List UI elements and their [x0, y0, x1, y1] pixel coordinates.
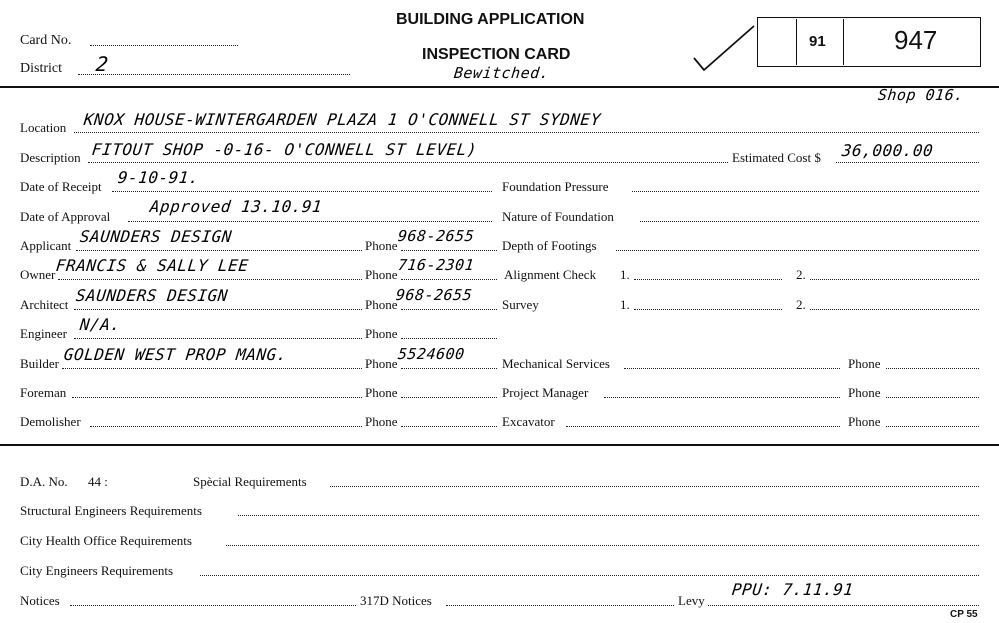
project-manager-field[interactable] — [604, 397, 840, 398]
owner-value: FRANCIS & SALLY LEE — [55, 256, 250, 275]
city-engineers-label: City Engineers Requirements — [20, 563, 174, 578]
depth-footings-label: Depth of Footings — [502, 238, 597, 253]
da-no-value: 44 : — [88, 474, 108, 489]
mechanical-services-field[interactable] — [624, 368, 840, 369]
demolisher-phone-field[interactable] — [401, 426, 497, 427]
estimated-cost-value: 36,000.00 — [841, 141, 935, 160]
foreman-phone-label: Phone — [365, 385, 398, 400]
alignment-field-1[interactable] — [634, 279, 782, 280]
foreman-label: Foreman — [20, 385, 67, 400]
description-value: FITOUT SHOP -0-16- O'CONNELL ST LEVEL) — [91, 140, 479, 159]
engineer-phone-field[interactable] — [401, 338, 497, 339]
estimated-cost-field[interactable] — [836, 162, 979, 163]
owner-phone-field[interactable] — [401, 279, 497, 280]
notices-317d-field[interactable] — [446, 605, 674, 606]
builder-label: Builder — [20, 356, 59, 371]
date-receipt-label: Date of Receipt — [20, 179, 102, 194]
demolisher-label: Demolisher — [20, 414, 81, 429]
city-engineers-field[interactable] — [200, 575, 979, 576]
architect-label: Architect — [20, 297, 69, 312]
form-code: CP 55 — [950, 609, 978, 620]
foreman-phone-field[interactable] — [401, 397, 497, 398]
structural-engineers-field[interactable] — [238, 515, 979, 516]
applicant-phone-value: 968-2655 — [397, 227, 476, 245]
special-requirements-label: Spècial Requirements — [193, 474, 307, 489]
excavator-phone-field[interactable] — [886, 426, 979, 427]
health-office-label: City Health Office Requirements — [20, 533, 192, 548]
structural-engineers-label: Structural Engineers Requirements — [20, 503, 202, 518]
builder-phone-value: 5524600 — [397, 345, 466, 363]
district-field[interactable] — [78, 74, 350, 75]
project-manager-phone-label: Phone — [848, 385, 881, 400]
alignment-n2: 2. — [796, 267, 806, 282]
engineer-label: Engineer — [20, 326, 67, 341]
check-mark-icon — [690, 22, 760, 74]
box-number-large: 947 — [894, 25, 938, 55]
date-approval-value: Approved 13.10.91 — [149, 197, 324, 216]
district-label: District — [20, 61, 62, 76]
date-approval-field[interactable] — [128, 221, 492, 222]
builder-value: GOLDEN WEST PROP MANG. — [63, 345, 288, 364]
box-divider-1 — [796, 19, 797, 65]
notices-317d-label: 317D Notices — [360, 593, 432, 608]
form-title-line2: INSPECTION CARD — [422, 46, 571, 63]
owner-phone-value: 716-2301 — [397, 256, 476, 274]
demolisher-field[interactable] — [90, 426, 362, 427]
survey-label: Survey — [502, 297, 539, 312]
builder-phone-field[interactable] — [401, 368, 497, 369]
location-label: Location — [20, 120, 67, 135]
architect-phone-label: Phone — [365, 297, 398, 312]
alignment-field-2[interactable] — [810, 279, 979, 280]
architect-phone-value: 968-2655 — [395, 286, 474, 304]
date-receipt-value: 9-10-91. — [117, 168, 201, 187]
location-value: KNOX HOUSE-WINTERGARDEN PLAZA 1 O'CONNELL ST SYDNEY — [83, 110, 602, 129]
district-value: 2 — [94, 52, 110, 76]
shop-note: Shop 016. — [877, 86, 965, 104]
survey-field-2[interactable] — [810, 309, 979, 310]
applicant-label: Applicant — [20, 238, 72, 253]
middle-rule — [0, 444, 999, 446]
engineer-value: N/A. — [79, 315, 122, 334]
excavator-phone-label: Phone — [848, 414, 881, 429]
owner-field[interactable] — [58, 279, 362, 280]
architect-value: SAUNDERS DESIGN — [75, 286, 229, 305]
description-label: Description — [20, 150, 81, 165]
owner-phone-label: Phone — [365, 267, 398, 282]
applicant-phone-label: Phone — [365, 238, 398, 253]
card-no-label: Card No. — [20, 33, 72, 48]
architect-field[interactable] — [74, 309, 362, 310]
levy-field[interactable] — [708, 605, 979, 606]
levy-value: PPU: 7.11.91 — [731, 580, 855, 599]
mechanical-phone-label: Phone — [848, 356, 881, 371]
architect-phone-field[interactable] — [401, 309, 497, 310]
depth-footings-field[interactable] — [616, 250, 979, 251]
owner-label: Owner — [20, 267, 56, 282]
applicant-phone-field[interactable] — [401, 250, 497, 251]
engineer-phone-label: Phone — [365, 326, 398, 341]
location-field[interactable] — [74, 132, 979, 133]
card-number-box — [757, 17, 981, 67]
levy-label: Levy — [678, 593, 705, 608]
date-receipt-field[interactable] — [112, 191, 492, 192]
notices-label: Notices — [20, 593, 60, 608]
excavator-field[interactable] — [566, 426, 840, 427]
applicant-field[interactable] — [76, 250, 362, 251]
survey-field-1[interactable] — [634, 309, 782, 310]
box-number-small: 91 — [809, 33, 826, 50]
nature-foundation-label: Nature of Foundation — [502, 209, 614, 224]
mechanical-phone-field[interactable] — [886, 368, 979, 369]
box-divider-2 — [843, 19, 844, 65]
nature-foundation-field[interactable] — [640, 221, 979, 222]
description-field[interactable] — [88, 162, 728, 163]
excavator-label: Excavator — [502, 414, 555, 429]
handwritten-subtitle: Bewitched. — [453, 64, 551, 82]
header-rule — [0, 86, 999, 88]
foreman-field[interactable] — [72, 397, 362, 398]
builder-phone-label: Phone — [365, 356, 398, 371]
special-requirements-field[interactable] — [330, 486, 979, 487]
form-title-line1: BUILDING APPLICATION — [396, 11, 585, 28]
project-manager-label: Project Manager — [502, 385, 589, 400]
card-no-field[interactable] — [90, 45, 238, 46]
notices-field[interactable] — [70, 605, 356, 606]
builder-field[interactable] — [62, 368, 362, 369]
alignment-check-label: Alignment Check — [504, 267, 597, 282]
da-no-label: D.A. No. — [20, 474, 68, 489]
demolisher-phone-label: Phone — [365, 414, 398, 429]
survey-n2: 2. — [796, 297, 806, 312]
mechanical-services-label: Mechanical Services — [502, 356, 610, 371]
applicant-value: SAUNDERS DESIGN — [79, 227, 233, 246]
health-office-field[interactable] — [226, 545, 979, 546]
foundation-pressure-field[interactable] — [632, 191, 979, 192]
project-manager-phone-field[interactable] — [886, 397, 979, 398]
estimated-cost-label: Estimated Cost $ — [732, 150, 821, 165]
survey-n1: 1. — [620, 297, 630, 312]
date-approval-label: Date of Approval — [20, 209, 111, 224]
engineer-field[interactable] — [74, 338, 362, 339]
alignment-n1: 1. — [620, 267, 630, 282]
foundation-pressure-label: Foundation Pressure — [502, 179, 609, 194]
